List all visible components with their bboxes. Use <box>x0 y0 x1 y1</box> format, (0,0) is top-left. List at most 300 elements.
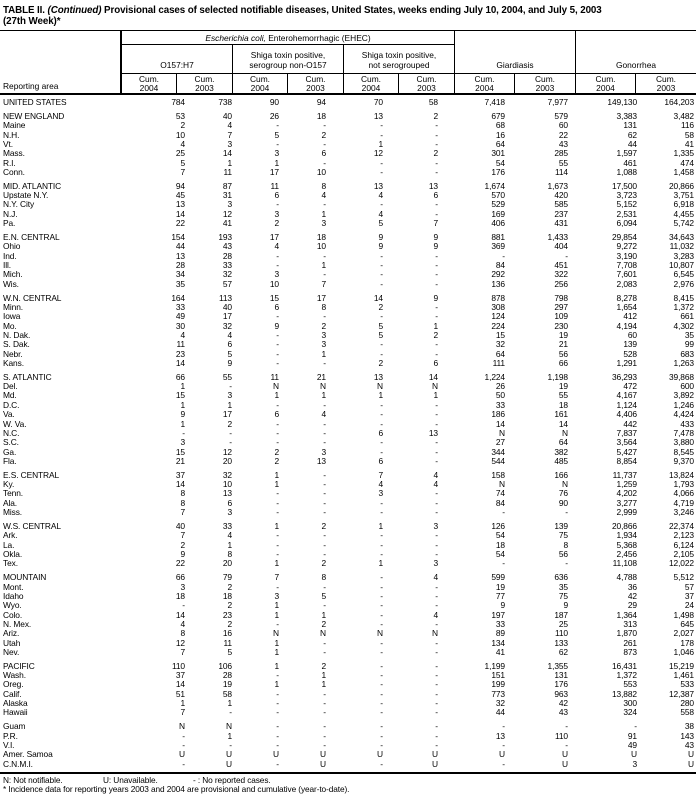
cell-value: N <box>273 381 279 392</box>
cell-value: 7,601 <box>616 269 637 280</box>
cell-value: 1,246 <box>673 399 694 410</box>
table-row <box>0 499 696 508</box>
cell-value: 2,976 <box>673 278 694 289</box>
cell-value: 22,374 <box>668 520 694 531</box>
cell-value: 7 <box>321 278 326 289</box>
cell-value: 12 <box>222 208 232 219</box>
cell-value: 297 <box>554 301 568 312</box>
cell-value: 37 <box>175 670 185 681</box>
cell-value: - <box>276 260 279 270</box>
table-row <box>0 429 696 438</box>
cell-value: 300 <box>623 698 637 709</box>
cell-value: 197 <box>491 609 505 620</box>
row-label: La. <box>3 539 15 550</box>
table-row <box>0 401 696 410</box>
cell-value: 1,461 <box>673 670 694 681</box>
cell-value: 131 <box>554 670 568 681</box>
cell-value: 1,934 <box>616 530 637 541</box>
table-row <box>0 270 696 279</box>
row-label: Minn. <box>3 301 23 312</box>
cell-value: 7 <box>180 530 185 541</box>
row-label: Utah <box>3 637 21 648</box>
cell-value: - <box>276 539 279 550</box>
cell-value: 1,654 <box>616 301 637 312</box>
shiga-non-o157-subgroup-header: Shiga toxin positive, serogroup non-O157 <box>233 45 344 74</box>
cell-value: 14 <box>373 292 383 303</box>
cell-value: 176 <box>491 166 505 177</box>
cell-value: 44 <box>627 138 637 149</box>
table-row <box>0 168 696 177</box>
cell-value: 21 <box>316 371 326 382</box>
cell-value: 599 <box>491 572 505 583</box>
row-label: Alaska <box>3 698 28 709</box>
cell-value: 2 <box>378 301 383 312</box>
cell-value: 2 <box>433 110 438 121</box>
cell-value: 1,263 <box>673 357 694 368</box>
cell-value: - <box>276 581 279 592</box>
column-header-cum-2004-4: Cum. 2004 <box>344 74 399 93</box>
cell-value: 1 <box>321 609 326 620</box>
row-label: N.C. <box>3 427 20 438</box>
cell-value: 344 <box>491 446 505 457</box>
cell-value: U <box>226 749 232 760</box>
cell-value: 3 <box>632 758 637 769</box>
cell-value: 58 <box>222 688 232 699</box>
cell-value: U <box>377 749 383 760</box>
cell-value: 2,105 <box>673 548 694 559</box>
cell-value: - <box>380 120 383 131</box>
cell-value: 66 <box>175 572 185 583</box>
cell-value: - <box>380 590 383 601</box>
cell-value: - <box>323 469 326 480</box>
cell-value: 6 <box>227 339 232 350</box>
cell-value: 313 <box>623 618 637 629</box>
cell-value: 558 <box>680 707 694 718</box>
cell-value: - <box>380 688 383 699</box>
row-label: Ark. <box>3 530 18 541</box>
cell-value: N <box>320 628 326 639</box>
cell-value: 16 <box>222 628 232 639</box>
cell-value: 474 <box>680 157 694 168</box>
cell-value: 18 <box>316 231 326 242</box>
cell-value: 13 <box>373 180 383 191</box>
cell-value: 2 <box>433 148 438 159</box>
cell-value: 5 <box>378 329 383 340</box>
cell-value: 2 <box>321 129 326 140</box>
cell-value: 9 <box>563 600 568 611</box>
cell-value: 3 <box>321 218 326 229</box>
cell-value: 406 <box>491 218 505 229</box>
cell-value: 154 <box>171 231 185 242</box>
cell-value: 4,406 <box>616 409 637 420</box>
cell-value: 585 <box>554 199 568 210</box>
cell-value: 1 <box>321 208 326 219</box>
cell-value: 579 <box>554 110 568 121</box>
cell-value: 199 <box>491 679 505 690</box>
cell-value: 89 <box>495 628 505 639</box>
cell-value: 2 <box>321 558 326 569</box>
row-label: Ala. <box>3 497 18 508</box>
cell-value: - <box>380 600 383 611</box>
cell-value: 1 <box>274 646 279 657</box>
cell-value: - <box>380 418 383 429</box>
cell-value: 15 <box>495 329 505 340</box>
cell-value: 9 <box>274 320 279 331</box>
cell-value: - <box>323 418 326 429</box>
cell-value: 1 <box>227 730 232 741</box>
cell-value: 4 <box>274 241 279 252</box>
cell-value: 10 <box>316 241 326 252</box>
row-label: Del. <box>3 381 18 392</box>
cell-value: - <box>565 250 568 261</box>
cell-value: 90 <box>269 97 279 107</box>
cell-value: 62 <box>558 646 568 657</box>
cell-value: 13 <box>428 427 438 438</box>
cell-value: 451 <box>554 260 568 270</box>
table-row <box>0 359 696 368</box>
cell-value: - <box>435 208 438 219</box>
cell-value: 1,355 <box>547 660 568 671</box>
cell-value: 3 <box>227 199 232 210</box>
table-row <box>0 219 696 228</box>
gonorrhea-group-header: Gonorrhea <box>576 31 696 74</box>
table-row <box>0 312 696 321</box>
cell-value: 22 <box>175 218 185 229</box>
cell-value: 8 <box>227 548 232 559</box>
cell-value: 12,022 <box>668 558 694 569</box>
cell-value: 28 <box>222 670 232 681</box>
row-label: Conn. <box>3 166 25 177</box>
cell-value: 412 <box>623 311 637 322</box>
cell-value: - <box>435 730 438 741</box>
cell-value: 1 <box>378 558 383 569</box>
cell-value: - <box>380 260 383 270</box>
cell-value: 31 <box>222 190 232 201</box>
cell-value: 35 <box>175 278 185 289</box>
cell-value: 30 <box>175 320 185 331</box>
cell-value: 40 <box>175 520 185 531</box>
cell-value: - <box>276 427 279 438</box>
cell-value: - <box>380 507 383 518</box>
row-label: Mont. <box>3 581 24 592</box>
cell-value: 4 <box>433 609 438 620</box>
cell-value: 51 <box>175 688 185 699</box>
row-label: E.S. CENTRAL <box>3 469 60 480</box>
cell-value: - <box>323 698 326 709</box>
cell-value: 33 <box>495 618 505 629</box>
cell-value: 3 <box>227 507 232 518</box>
cell-value: 1 <box>227 399 232 410</box>
cell-value: 11 <box>270 180 279 191</box>
cell-value: 2 <box>180 120 185 131</box>
cell-value: 2 <box>433 329 438 340</box>
cell-value: 10 <box>175 129 185 140</box>
column-header-cum-2003-9: Cum. 2003 <box>655 74 676 93</box>
cell-value: 136 <box>491 278 505 289</box>
cell-value: 4 <box>180 329 185 340</box>
table-continued: (Continued) <box>47 5 102 16</box>
cell-value: - <box>435 311 438 322</box>
cell-value: 784 <box>171 97 185 107</box>
row-label: Vt. <box>3 138 13 149</box>
cell-value: 1,198 <box>547 371 568 382</box>
cell-value: - <box>380 199 383 210</box>
cell-value: 18 <box>175 590 185 601</box>
cell-value: 14 <box>175 208 185 219</box>
cell-value: N <box>226 721 232 732</box>
cell-value: 533 <box>680 679 694 690</box>
table-row <box>0 471 696 480</box>
cell-value: 14 <box>175 679 185 690</box>
table-row <box>0 159 696 168</box>
cell-value: - <box>565 740 568 750</box>
cell-value: - <box>435 446 438 457</box>
column-header-cum-2004-2: Cum. 2004 <box>233 74 288 93</box>
ehec-species-label: Escherichia coli, <box>205 32 266 43</box>
cell-value: 109 <box>554 311 568 322</box>
cell-value: - <box>323 637 326 648</box>
cell-value: 133 <box>554 637 568 648</box>
cell-value: 1 <box>274 520 279 531</box>
table-row <box>0 760 696 769</box>
cell-value: - <box>380 437 383 448</box>
row-label: Maine <box>3 120 26 131</box>
cell-value: 32 <box>495 339 505 350</box>
cell-value: 62 <box>627 129 637 140</box>
cell-value: - <box>435 199 438 210</box>
cell-value: 873 <box>623 646 637 657</box>
cell-value: 7 <box>180 646 185 657</box>
cell-value: 56 <box>558 548 568 559</box>
cell-value: 20 <box>222 455 232 466</box>
table-row <box>0 489 696 498</box>
table-row <box>0 690 696 699</box>
cell-value: - <box>276 548 279 559</box>
cell-value: 17 <box>269 166 279 177</box>
cell-value: 2 <box>274 218 279 229</box>
cell-value: 187 <box>554 609 568 620</box>
cell-value: - <box>435 590 438 601</box>
cell-value: 21 <box>558 339 568 350</box>
cell-value: 1 <box>378 520 383 531</box>
cell-value: 10 <box>222 479 232 490</box>
cell-value: 2 <box>321 520 326 531</box>
reporting-area-header: Reporting area <box>0 31 122 93</box>
cell-value: 1,372 <box>616 670 637 681</box>
cell-value: 13 <box>316 455 326 466</box>
cell-value: 15 <box>269 292 279 303</box>
row-label: Miss. <box>3 507 23 518</box>
cell-value: 12 <box>222 446 232 457</box>
cell-value: - <box>323 427 326 438</box>
cell-value: - <box>276 698 279 709</box>
cell-value: 13,824 <box>668 469 694 480</box>
cell-value: 193 <box>218 231 232 242</box>
cell-value: - <box>502 250 505 261</box>
cell-value: 39,868 <box>668 371 694 382</box>
cell-value: 40 <box>222 110 232 121</box>
ehec-label: Enterohemorrhagic (EHEC) <box>268 32 371 43</box>
cell-value: 9 <box>500 600 505 611</box>
cell-value: 9 <box>433 231 438 242</box>
cell-value: 5,152 <box>616 199 637 210</box>
table-row <box>0 340 696 349</box>
cell-value: 1,458 <box>673 166 694 177</box>
cell-value: - <box>182 427 185 438</box>
cell-value: 91 <box>627 730 637 741</box>
cell-value: 2,027 <box>673 628 694 639</box>
cell-value: 55 <box>558 390 568 401</box>
cell-value: 256 <box>554 278 568 289</box>
cell-value: 8 <box>321 180 326 191</box>
cell-value: 110 <box>171 660 185 671</box>
cell-value: - <box>323 120 326 131</box>
cell-value: 2 <box>227 581 232 592</box>
cell-value: 139 <box>554 520 568 531</box>
cell-value: 29,854 <box>611 231 637 242</box>
cell-value: 14 <box>558 418 568 429</box>
cell-value: 1 <box>274 600 279 611</box>
cell-value: 5 <box>180 157 185 168</box>
cell-value: 90 <box>558 497 568 508</box>
row-label: R.I. <box>3 157 16 168</box>
cell-value: - <box>435 399 438 410</box>
cell-value: - <box>380 698 383 709</box>
cell-value: - <box>502 740 505 750</box>
cell-value: 32 <box>495 698 505 709</box>
row-label: W.N. CENTRAL <box>3 292 62 303</box>
cell-value: 404 <box>554 241 568 252</box>
cell-value: 1 <box>274 609 279 620</box>
row-label: Md. <box>3 390 17 401</box>
cell-value: - <box>435 688 438 699</box>
cell-value: 55 <box>558 157 568 168</box>
cell-value: - <box>435 129 438 140</box>
cell-value: 2,123 <box>673 530 694 541</box>
cell-value: 1,088 <box>616 166 637 177</box>
row-label: S. Dak. <box>3 339 30 350</box>
cell-value: 5 <box>378 320 383 331</box>
cell-value: - <box>435 409 438 420</box>
cell-value: - <box>435 507 438 518</box>
cell-value: 1,291 <box>616 357 637 368</box>
table-title-text: Provisional cases of selected notifiable diseases, United States, weeks ending July 10, 2004, and July 5, 2003 <box>104 5 602 16</box>
table-row <box>0 722 696 731</box>
row-label: Ill. <box>3 260 11 270</box>
cell-value: 8 <box>563 539 568 550</box>
cell-value: - <box>380 572 383 583</box>
cell-value: 53 <box>175 110 185 121</box>
cell-value: - <box>380 539 383 550</box>
cell-value: - <box>380 730 383 741</box>
cell-value: - <box>435 348 438 359</box>
cell-value: 43 <box>222 241 232 252</box>
cell-value: 10,807 <box>668 260 694 270</box>
cell-value: - <box>380 670 383 681</box>
footnote-asterisk: * Incidence data for reporting years 2003 and 2004 are provisional and cumulative (year-to-date). <box>3 784 350 795</box>
cell-value: - <box>323 138 326 149</box>
cell-value: 5 <box>227 646 232 657</box>
cell-value: - <box>380 721 383 732</box>
cell-value: - <box>323 479 326 490</box>
cell-value: - <box>229 437 232 448</box>
cell-value: 8 <box>321 301 326 312</box>
cell-value: 20,866 <box>668 180 694 191</box>
cell-value: N <box>432 381 438 392</box>
cell-value: - <box>435 581 438 592</box>
cell-value: 18 <box>222 590 232 601</box>
cell-value: 110 <box>554 628 568 639</box>
cell-value: - <box>502 507 505 518</box>
cell-value: U <box>562 749 568 760</box>
cell-value: N <box>499 479 505 490</box>
cell-value: 124 <box>491 311 505 322</box>
cell-value: 79 <box>222 572 232 583</box>
cell-value: 1 <box>180 399 185 410</box>
cell-value: 12,387 <box>668 688 694 699</box>
cell-value: 230 <box>554 320 568 331</box>
cell-value: 1,673 <box>547 180 568 191</box>
row-label: Mo. <box>3 320 17 331</box>
cell-value: 60 <box>627 329 637 340</box>
cell-value: 113 <box>218 292 232 303</box>
table-row <box>0 522 696 531</box>
table-row <box>0 242 696 251</box>
cell-value: 3 <box>321 329 326 340</box>
cell-value: 41 <box>684 138 694 149</box>
row-label: MID. ATLANTIC <box>3 180 62 191</box>
cell-value: 18 <box>495 539 505 550</box>
cell-value: 3 <box>274 590 279 601</box>
cell-value: 2,456 <box>616 548 637 559</box>
cell-value: 4,788 <box>616 572 637 583</box>
cell-value: 1 <box>321 348 326 359</box>
cell-value: - <box>435 120 438 131</box>
table-row <box>0 448 696 457</box>
cell-value: - <box>380 339 383 350</box>
column-header-cum-2004-0: Cum. 2004 <box>122 74 177 93</box>
column-header-cum-2003-7: Cum. 2003 <box>515 74 576 93</box>
cell-value: 64 <box>495 138 505 149</box>
table-row <box>0 639 696 648</box>
cell-value: - <box>435 437 438 448</box>
table-row <box>0 391 696 400</box>
cell-value: U <box>432 749 438 760</box>
cell-value: - <box>435 339 438 350</box>
cell-value: 683 <box>680 348 694 359</box>
cell-value: - <box>380 311 383 322</box>
cell-value: - <box>380 660 383 671</box>
row-label: Ind. <box>3 250 17 261</box>
cell-value: - <box>435 600 438 611</box>
cell-value: - <box>380 497 383 508</box>
row-label: N.J. <box>3 208 18 219</box>
cell-value: 4,455 <box>673 208 694 219</box>
cell-value: - <box>276 670 279 681</box>
cell-value: 17,500 <box>611 180 637 191</box>
cell-value: - <box>435 250 438 261</box>
cell-value: U <box>688 749 694 760</box>
table-row <box>0 671 696 680</box>
row-label: Mass. <box>3 148 25 159</box>
cell-value: - <box>380 548 383 559</box>
cell-value: 6 <box>433 357 438 368</box>
cell-value: - <box>323 730 326 741</box>
cell-value: 10 <box>269 278 279 289</box>
cell-value: 485 <box>554 455 568 466</box>
cell-value: 442 <box>623 418 637 429</box>
cell-value: 41 <box>495 646 505 657</box>
